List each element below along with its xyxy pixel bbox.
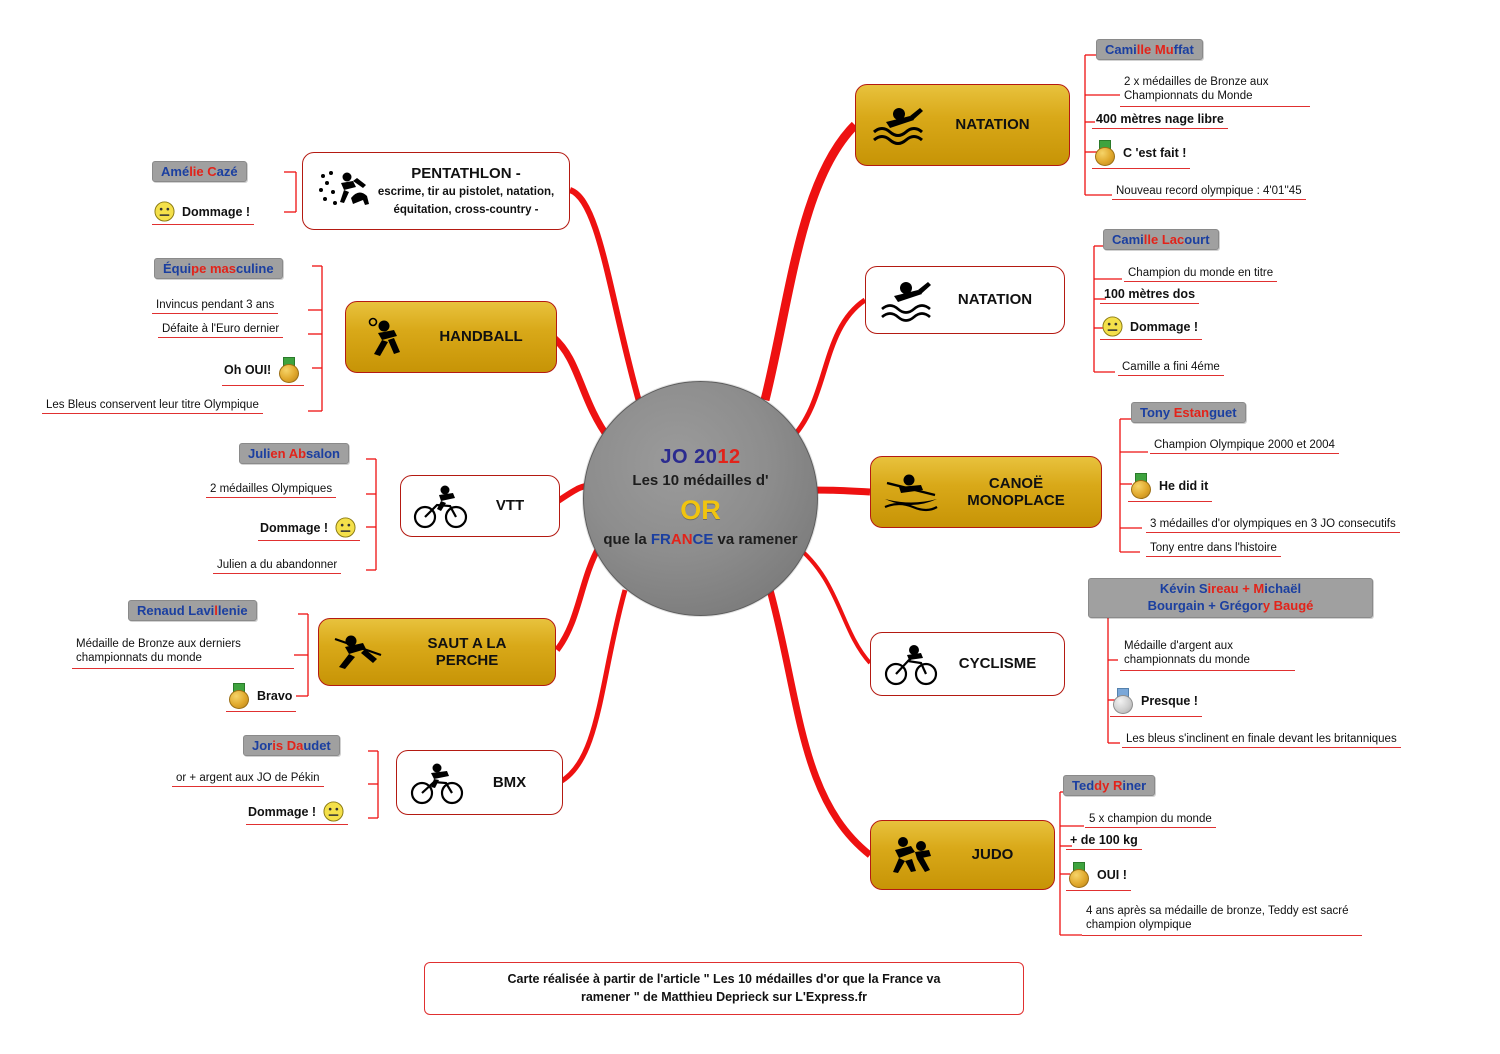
leaf-estanguet-result[interactable]: He did it [1128, 472, 1212, 502]
sport-label: SAUT A LA PERCHE [427, 634, 507, 669]
mountain-bike-pictogram [411, 483, 471, 529]
sport-label: BMX [492, 773, 527, 791]
silver-medal-icon [1112, 688, 1134, 714]
leaf-lavillenie-bronze[interactable]: Médaille de Bronze aux derniers championnats du monde [72, 636, 294, 669]
bmx-pictogram [407, 760, 467, 806]
person-chip-amelie-caze[interactable]: Amélie Cazé [152, 161, 247, 182]
neutral-face-icon [154, 201, 175, 222]
sport-node-natation-lacourt[interactable] [865, 266, 1065, 334]
leaf-muffat-bronze[interactable]: 2 x médailles de Bronze aux Championnats du Monde [1120, 74, 1310, 107]
leaf-riner-world-titles[interactable]: 5 x champion du monde [1085, 812, 1216, 828]
source-note[interactable] [424, 962, 1024, 1015]
leaf-estanguet-titles[interactable]: Champion Olympique 2000 et 2004 [1150, 438, 1339, 454]
sport-label: NATATION [955, 116, 1030, 134]
leaf-lacourt-event[interactable]: 100 mètres dos [1100, 286, 1199, 304]
sport-node-perche[interactable] [318, 618, 556, 686]
sport-label: PENTATHLON - escrime, tir au pistolet, natation, équitation, cross-country - [377, 165, 555, 216]
sport-node-natation-muffat[interactable] [855, 84, 1070, 166]
central-topic[interactable] [583, 381, 818, 616]
leaf-riner-category[interactable]: + de 100 kg [1066, 832, 1142, 850]
leaf-estanguet-history[interactable]: Tony entre dans l'histoire [1146, 541, 1281, 557]
neutral-face-icon [323, 801, 344, 822]
sport-node-handball[interactable] [345, 301, 557, 373]
leaf-daudet-pekin[interactable]: or + argent aux JO de Pékin [172, 771, 324, 787]
gold-medal-icon [1094, 140, 1116, 166]
person-chip-joris-daudet[interactable]: Joris Daudet [243, 735, 340, 756]
sport-label: NATATION [957, 291, 1033, 309]
person-chip-tony-estanguet[interactable]: Tony Estanguet [1131, 402, 1246, 423]
pentathlon-pictogram [313, 168, 373, 214]
sport-node-judo[interactable] [870, 820, 1055, 890]
person-chip-camille-muffat[interactable]: Camille Muffat [1096, 39, 1203, 60]
leaf-riner-story[interactable]: 4 ans après sa médaille de bronze, Teddy est sacré champion olympique [1082, 903, 1362, 936]
track-cycling-pictogram [881, 641, 941, 687]
leaf-handball-title-kept[interactable]: Les Bleus conservent leur titre Olympique [42, 398, 263, 414]
central-gold-word: OR [680, 495, 721, 526]
leaf-lacourt-rank[interactable]: Camille a fini 4éme [1118, 360, 1224, 376]
sport-label: HANDBALL [439, 328, 523, 346]
leaf-lavillenie-result[interactable]: Bravo [226, 682, 296, 712]
leaf-estanguet-three-golds[interactable]: 3 médailles d'or olympiques en 3 JO consecutifs [1146, 517, 1400, 533]
person-chip-camille-lacourt[interactable]: Camille Lacourt [1103, 229, 1219, 250]
central-tagline: que la FRANCE va ramener [603, 531, 798, 549]
leaf-absalon-abandon[interactable]: Julien a du abandonner [213, 558, 341, 574]
sport-node-pentathlon[interactable] [302, 152, 570, 230]
gold-medal-icon [1068, 862, 1090, 888]
neutral-face-icon [335, 517, 356, 538]
leaf-muffat-record[interactable]: Nouveau record olympique : 4'01''45 [1112, 184, 1306, 200]
leaf-lacourt-result[interactable]: Dommage ! [1100, 315, 1202, 340]
gold-medal-icon [228, 683, 250, 709]
sport-node-bmx[interactable] [396, 750, 563, 815]
person-chip-renaud-lavillenie[interactable]: Renaud Lavillenie [128, 600, 257, 621]
sport-label: CANOË MONOPLACE [967, 474, 1065, 509]
sport-node-canoe[interactable] [870, 456, 1102, 528]
person-chip-julien-absalon[interactable]: Julien Absalon [239, 443, 349, 464]
leaf-absalon-medals[interactable]: 2 médailles Olympiques [206, 482, 336, 498]
handball-pictogram [356, 314, 416, 360]
swimming-pictogram [876, 277, 936, 323]
source-note-line1: Carte réalisée à partir de l'article " Les 10 médailles d'or que la France va [507, 972, 941, 986]
neutral-face-icon [1102, 316, 1123, 337]
central-title-year: JO 2012 [660, 446, 741, 469]
sport-label: CYCLISME [958, 655, 1037, 673]
leaf-lacourt-title[interactable]: Champion du monde en titre [1124, 266, 1277, 282]
person-chip-cyclisme-team[interactable]: Kévin Sireau + Michaël Bourgain + Grégory Baugé [1088, 578, 1373, 618]
gold-medal-icon [1130, 473, 1152, 499]
pole-vault-pictogram [329, 629, 389, 675]
source-note-line2: ramener " de Matthieu Deprieck sur L'Express.fr [580, 989, 868, 1004]
leaf-cyclisme-result[interactable]: Presque ! [1110, 687, 1202, 717]
gold-medal-icon [278, 357, 300, 383]
leaf-cyclisme-silver[interactable]: Médaille d'argent aux championnats du monde [1120, 638, 1295, 671]
sport-node-vtt[interactable] [400, 475, 560, 537]
person-chip-teddy-riner[interactable]: Teddy Riner [1063, 775, 1155, 796]
sport-node-cyclisme[interactable] [870, 632, 1065, 696]
leaf-riner-result[interactable]: OUI ! [1066, 861, 1131, 891]
leaf-cyclisme-final[interactable]: Les bleus s'inclinent en finale devant les britanniques [1122, 732, 1401, 748]
canoe-pictogram [881, 469, 941, 515]
leaf-muffat-result[interactable]: C 'est fait ! [1092, 139, 1190, 169]
person-chip-equipe-masculine[interactable]: Équipe masculine [154, 258, 283, 279]
leaf-caze-result[interactable]: Dommage ! [152, 200, 254, 225]
leaf-handball-unbeaten[interactable]: Invincus pendant 3 ans [152, 298, 278, 314]
leaf-muffat-event[interactable]: 400 mètres nage libre [1092, 111, 1228, 129]
central-subtitle: Les 10 médailles d' [632, 472, 769, 490]
sport-label: JUDO [971, 846, 1014, 864]
leaf-handball-result[interactable]: Oh OUI! [222, 356, 304, 386]
leaf-handball-euro-loss[interactable]: Défaite à l'Euro dernier [158, 322, 283, 338]
swimming-pictogram [866, 102, 926, 148]
judo-pictogram [881, 832, 941, 878]
leaf-daudet-result[interactable]: Dommage ! [246, 800, 348, 825]
sport-label: VTT [495, 497, 525, 515]
leaf-absalon-result[interactable]: Dommage ! [258, 516, 360, 541]
